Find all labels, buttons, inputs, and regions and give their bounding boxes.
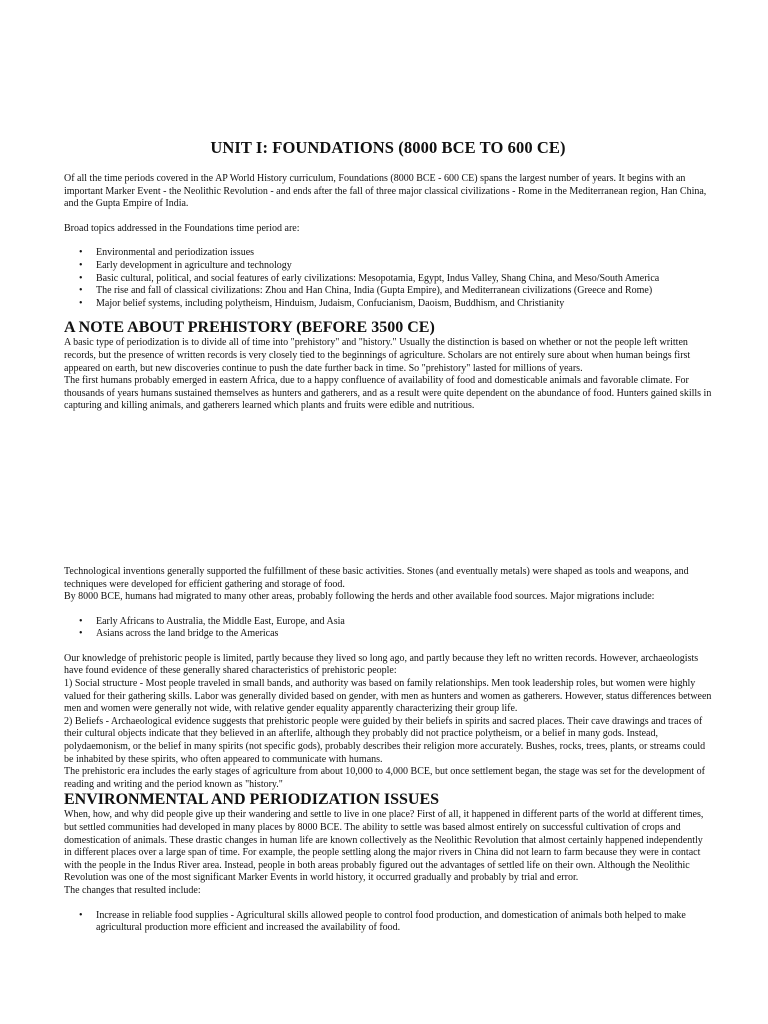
list-item: • Asians across the land bridge to the Americas (96, 628, 712, 641)
blank-space (64, 413, 712, 566)
list-item: • The rise and fall of classical civilizations: Zhou and Han China, India (Gupta Empire), and Mediterranean civilizations (Greece and Rome) (96, 285, 712, 298)
prehistory-paragraph-1: A basic type of periodization is to divide all of time into "prehistory" and "history." Usually the distinction is based on whether or not the people left written records, but the presence of written records is very closely tied to the beginnings of agriculture. Scholars are not entirely sure about when human beings first appeared on earth, but new discoveries continue to push the date further back in time. So "prehistory" lasted for millions of years. (64, 337, 691, 374)
topics-list (64, 247, 712, 310)
prehistory-heading: A NOTE ABOUT PREHISTORY (BEFORE 3500 CE) (64, 319, 435, 337)
migration-paragraph: By 8000 BCE, humans had migrated to many other areas, probably following the herds and other available food sources. Major migrations include: (64, 591, 655, 603)
technology-paragraph: Technological inventions generally supported the fulfillment of these basic activities. Stones (and eventually metals) were shaped as tools and weapons, and techniques were developed for efficient gathering and storage of food. (64, 565, 689, 590)
knowledge-paragraph: Our knowledge of prehistoric people is limited, partly because they lived so long ago, and partly because they left no written records. However, archaeologists have found evidence of these generally shared characteristics of prehistoric people: (64, 652, 699, 677)
social-structure-paragraph: 1) Social structure - Most people traveled in small bands, and authority was based on family relationships. Men took leadership roles, but women were highly valued for their gathering skills. Labor was generally divided based on gender, with men as hunters and women as gatherers. However, status differences between men and women were generally not wide, with relative gender equality apparently characterizing their group life. (64, 678, 712, 715)
changes-list (64, 910, 712, 935)
list-item: • Basic cultural, political, and social features of early civilizations: Mesopotamia, Egypt, Indus Valley, Shang China, and Meso/South America (96, 273, 712, 286)
intro-paragraph: Of all the time periods covered in the AP World History curriculum, Foundations (8000 BCE - 600 CE) spans the largest number of years. It begins with an important Marker Event - the Neolithic Revolution - and ends after the fall of three major classical civilizations - Rome in the Mediterranean region, Han China, and the Gupta Empire of India. (64, 173, 707, 210)
topics-intro: Broad topics addressed in the Foundations time period are: (64, 222, 300, 234)
unit-title: UNIT I: FOUNDATIONS (8000 BCE TO 600 CE) (210, 138, 566, 157)
document-page (64, 138, 712, 935)
list-item: • Early development in agriculture and technology (96, 260, 712, 273)
beliefs-paragraph: 2) Beliefs - Archaeological evidence suggests that prehistoric people were guided by their beliefs in spirits and sacred places. Their cave drawings and traces of their cultural objects indicate that they believed in an afterlife, although they probably did not practice polytheism, or a belief in many gods. Instead, polydaemonism, or the belief in many spirits (not specific gods), probably describes their religion more accurately. Bushes, rocks, trees, plants, or streams could be inhabited by these spirits, who often appeared to communicate with humans. (64, 715, 706, 765)
list-item: • Major belief systems, including polytheism, Hinduism, Judaism, Confucianism, Daoism, Buddhism, and Christianity (96, 298, 712, 311)
changes-intro: The changes that resulted include: (64, 884, 201, 896)
list-item: • Early Africans to Australia, the Middle East, Europe, and Asia (96, 616, 712, 629)
prehistory-paragraph-2: The first humans probably emerged in eastern Africa, due to a happy confluence of availability of food and domesticable animals and favorable climate. For thousands of years humans sustained themselves as hunters and gatherers, and as a result were quite dependent on the abundance of food. Hunters gained skills in capturing and killing animals, and gatherers learned which plants and fruits were edible and nutritious. (64, 375, 712, 412)
list-item: • Increase in reliable food supplies - Agricultural skills allowed people to control food production, and domestication of animals both helped to make agricultural production more efficient and increased the availability of food. (96, 910, 712, 935)
environmental-heading: ENVIRONMENTAL AND PERIODIZATION ISSUES (64, 791, 440, 809)
environmental-paragraph: When, how, and why did people give up their wandering and settle to live in one place? First of all, it happened in different parts of the world at different times, but settled communities had developed in many places by 8000 BCE. The ability to settle was based almost entirely on successful cultivation of crops and domestication of animals. These drastic changes in human life are known collectively as the Neolithic Revolution that almost certainly happened independently in different places over a large span of time. For example, the people settling along the major rivers in China did not learn to farm because they were in contact with the people in the Indus River area. Instead, people in both areas probably figured out the advantages of settled life on their own. Although the Neolithic Revolution was one of the most significant Marker Events in world history, it occurred gradually and probably by trial and error. (64, 809, 704, 884)
prehistoric-era-paragraph: The prehistoric era includes the early stages of agriculture from about 10,000 to 4,000 BCE, but once settlement began, the stage was set for the development of reading and writing and the period known as "history." (64, 766, 705, 790)
migrations-list (64, 616, 712, 641)
list-item: • Environmental and periodization issues (96, 247, 712, 260)
